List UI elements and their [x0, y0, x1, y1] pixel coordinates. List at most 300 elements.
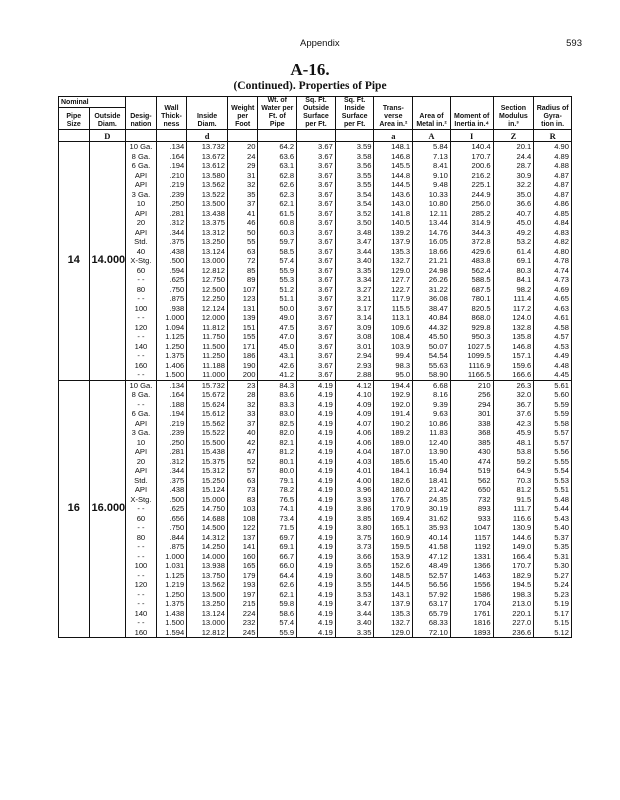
cell-value: 4.74: [554, 265, 569, 275]
cell-value: 135.3: [391, 246, 411, 256]
cell-value: 3.54: [356, 189, 372, 199]
table-cell: [297, 609, 336, 638]
cell-value: .344: [169, 466, 185, 475]
cell-value: 215: [242, 599, 256, 608]
cell-value: 3.67: [318, 256, 333, 265]
cell-value: 10: [136, 199, 146, 208]
cell-value: API: [134, 170, 148, 180]
cell-value: - -: [137, 523, 145, 532]
table-cell: [493, 552, 534, 581]
table-cell: [374, 466, 413, 495]
cell-value: 13.312: [201, 227, 225, 237]
cell-value: 232: [242, 618, 256, 627]
cell-value: 372.8: [471, 237, 491, 246]
table-cell: [258, 199, 297, 228]
table-cell: [156, 256, 187, 285]
table-cell: [126, 313, 157, 342]
cell-value: 4.49: [554, 351, 569, 360]
table-cell: [335, 342, 374, 381]
cell-value: 132.7: [391, 618, 411, 627]
table-cell: [335, 409, 374, 438]
cell-value: 57.4: [279, 618, 295, 627]
table-cell: [413, 552, 451, 581]
table-cell: [493, 313, 534, 342]
table-cell: [413, 228, 451, 257]
table-cell: [126, 438, 157, 467]
table-cell: [156, 466, 187, 495]
cell-value: 3.67: [318, 322, 333, 332]
cell-value: 151: [242, 322, 256, 332]
table-cell: [374, 313, 413, 342]
cell-value: 3.67: [318, 341, 333, 351]
table-cell: [534, 380, 572, 409]
cell-value: 140: [134, 608, 148, 618]
cell-value: 51.1: [279, 294, 295, 303]
cell-value: 18.66: [428, 246, 448, 256]
table-cell: [227, 228, 258, 257]
cell-value: 49.2: [516, 227, 532, 237]
table-cell: [374, 142, 413, 171]
cell-value: 36.08: [428, 294, 448, 303]
table-cell: [493, 495, 534, 524]
table-cell: [335, 552, 374, 581]
cell-value: 109.6: [391, 322, 411, 332]
row-group: [59, 171, 572, 200]
cell-value: 3.66: [356, 551, 372, 561]
cell-value: 3.73: [356, 542, 372, 551]
table-cell: [374, 342, 413, 381]
cell-value: 160: [134, 627, 148, 637]
cell-value: 236.6: [512, 627, 532, 637]
cell-value: 82.5: [279, 418, 295, 428]
cell-value: 145.5: [391, 161, 411, 170]
cell-value: - -: [137, 618, 145, 627]
table-cell: [187, 285, 228, 314]
cell-value: 170.7: [471, 151, 491, 161]
cell-value: 5.44: [554, 504, 569, 513]
table-cell: [534, 313, 572, 342]
cell-value: 13.90: [428, 447, 448, 456]
cell-value: 929.8: [471, 322, 491, 332]
table-cell: [227, 256, 258, 285]
cell-value: 15.250: [201, 475, 225, 485]
table-cell: [374, 409, 413, 438]
symbol-cell: d: [187, 130, 228, 142]
cell-value: 3.56: [356, 161, 372, 170]
cell-value: 50.0: [279, 303, 295, 313]
cell-value: 91.5: [516, 494, 532, 504]
table-cell: [413, 285, 451, 314]
cell-value: X-Stg.: [130, 256, 152, 265]
cell-value: 13.438: [201, 208, 225, 218]
cell-value: 80.3: [516, 265, 532, 275]
table-cell: [187, 552, 228, 581]
cell-value: 225.1: [471, 180, 491, 189]
cell-value: 868.0: [471, 313, 491, 322]
cell-value: 40.84: [428, 313, 448, 322]
cell-value: .134: [169, 142, 185, 151]
cell-value: 13.612: [201, 161, 225, 170]
cell-value: .164: [169, 151, 185, 161]
row-group: [59, 580, 572, 609]
table-cell: [227, 342, 258, 381]
cell-value: 52: [247, 456, 256, 466]
cell-value: 18.41: [428, 475, 448, 485]
cell-value: 127.7: [391, 275, 411, 284]
cell-value: 68.33: [428, 618, 448, 627]
cell-value: 123: [242, 294, 256, 303]
cell-value: 4.57: [554, 332, 569, 341]
cell-value: 14.000: [201, 551, 225, 561]
pipe-size-cell: 14: [59, 142, 90, 381]
table-cell: [413, 523, 451, 552]
symbol-cell: R: [534, 130, 572, 142]
cell-value: .194: [169, 409, 185, 418]
cell-value: 950.3: [471, 332, 491, 341]
cell-value: 4.10: [356, 390, 372, 399]
symbol-cell: [297, 130, 336, 142]
cell-value: 9.39: [433, 399, 448, 409]
cell-value: 3.67: [318, 351, 333, 360]
cell-value: 4.19: [318, 580, 333, 589]
cell-value: 113.1: [391, 313, 411, 322]
cell-value: 166.6: [512, 370, 532, 379]
table-cell: [227, 552, 258, 581]
cell-value: 32: [247, 399, 256, 409]
cell-value: 5.61: [554, 380, 569, 390]
cell-value: 120: [134, 322, 148, 332]
table-cell: [156, 609, 187, 638]
cell-value: 12.750: [201, 275, 225, 284]
cell-value: 4.45: [554, 370, 569, 379]
cell-value: 4.85: [554, 208, 569, 218]
cell-value: 1761: [473, 608, 491, 618]
cell-value: 35.93: [428, 523, 448, 532]
table-cell: [297, 342, 336, 381]
cell-value: 10.80: [428, 199, 448, 208]
table-cell: [258, 142, 297, 171]
cell-value: 3.01: [356, 341, 372, 351]
cell-value: - -: [137, 570, 145, 580]
cell-value: .875: [169, 294, 185, 303]
pipe-properties-table: [58, 96, 572, 638]
cell-value: 12.11: [429, 208, 448, 218]
cell-value: 4.73: [554, 275, 569, 284]
cell-value: 84.3: [279, 380, 295, 390]
cell-value: 9.63: [433, 409, 448, 418]
cell-value: 117.2: [512, 303, 532, 313]
cell-value: 59.8: [279, 599, 295, 608]
cell-value: 4.84: [554, 218, 569, 227]
cell-value: 5.57: [554, 428, 569, 437]
cell-value: 2.93: [356, 360, 372, 370]
cell-value: 200: [242, 370, 256, 379]
table-cell: [258, 466, 297, 495]
cell-value: 41.58: [428, 542, 448, 551]
cell-value: 12.812: [201, 627, 225, 637]
row-group: [59, 199, 572, 228]
cell-value: 3.53: [356, 589, 372, 599]
table-cell: [156, 380, 187, 409]
cell-value: 62.6: [279, 580, 295, 589]
cell-value: 3.67: [318, 275, 333, 284]
cell-value: 3.47: [356, 237, 372, 246]
cell-value: 149.0: [512, 542, 532, 551]
table-cell: [156, 142, 187, 171]
table-cell: [534, 342, 572, 381]
cell-value: 182.9: [512, 570, 532, 580]
cell-value: 4.63: [554, 303, 569, 313]
cell-value: 100: [134, 561, 148, 570]
cell-value: .375: [169, 475, 185, 485]
cell-value: - -: [137, 332, 145, 341]
row-group: [59, 380, 572, 409]
cell-value: 120: [134, 580, 148, 589]
cell-value: 1.438: [165, 608, 185, 618]
cell-value: 7.13: [433, 151, 448, 161]
table-cell: [450, 228, 493, 257]
cell-value: 3.35: [356, 265, 372, 275]
table-cell: [493, 609, 534, 638]
cell-value: 15.375: [201, 456, 225, 466]
table-cell: [374, 380, 413, 409]
cell-value: 15.500: [201, 437, 225, 447]
cell-value: 31.22: [428, 284, 448, 294]
cell-value: 256.0: [471, 199, 491, 208]
row-group: [59, 285, 572, 314]
cell-value: 160: [134, 360, 148, 370]
cell-value: 55.3: [279, 275, 295, 284]
cell-value: 15.624: [201, 399, 225, 409]
table-cell: [534, 580, 572, 609]
cell-value: - -: [137, 504, 145, 513]
cell-value: 20: [136, 456, 146, 466]
cell-value: 3.67: [318, 199, 333, 208]
cell-value: 153.9: [391, 551, 411, 561]
table-cell: [413, 495, 451, 524]
cell-value: 5.17: [554, 608, 569, 618]
cell-value: 650: [477, 485, 491, 494]
cell-value: 1.250: [165, 341, 185, 351]
cell-value: 13.580: [201, 170, 225, 180]
table-cell: [258, 256, 297, 285]
cell-value: 1192: [474, 542, 491, 551]
table-cell: [374, 228, 413, 257]
cell-value: 160.9: [391, 532, 411, 542]
cell-value: 519: [477, 466, 491, 475]
table-cell: [374, 495, 413, 524]
cell-value: 116.6: [512, 513, 532, 523]
table-cell: [450, 552, 493, 581]
cell-value: .188: [169, 399, 185, 409]
cell-value: 3.40: [356, 618, 372, 627]
cell-value: 244.9: [471, 189, 491, 199]
cell-value: 368: [477, 428, 491, 437]
cell-value: 5.55: [554, 456, 569, 466]
cell-value: 3.17: [356, 303, 372, 313]
table-cell: [297, 580, 336, 609]
table-cell: [258, 523, 297, 552]
cell-value: 14.750: [201, 504, 225, 513]
cell-value: 1.219: [165, 580, 185, 589]
cell-value: 1.406: [165, 360, 185, 370]
cell-value: 12.812: [201, 265, 225, 275]
cell-value: 71.5: [279, 523, 295, 532]
cell-value: 1.500: [165, 618, 185, 627]
cell-value: 5.37: [554, 532, 569, 542]
cell-value: 3.67: [318, 332, 333, 341]
cell-value: 4.19: [318, 418, 333, 428]
cell-value: 141: [242, 542, 256, 551]
cell-value: 3.08: [356, 332, 372, 341]
table-cell: [227, 142, 258, 171]
cell-value: 192.9: [391, 390, 411, 399]
table-cell: [413, 466, 451, 495]
cell-value: 36.6: [516, 199, 532, 208]
table-cell: [335, 466, 374, 495]
cell-value: API: [134, 418, 148, 428]
cell-value: 13.732: [201, 142, 225, 151]
table-cell: [227, 313, 258, 342]
cell-value: 1.594: [165, 627, 185, 637]
cell-value: 103: [242, 504, 256, 513]
cell-value: 29: [247, 161, 256, 170]
cell-value: 32.2: [516, 180, 532, 189]
cell-value: 4.00: [356, 475, 372, 485]
table-cell: [187, 228, 228, 257]
cell-value: 69.1: [516, 256, 532, 265]
cell-value: 140: [134, 341, 148, 351]
cell-value: 15.124: [201, 485, 225, 494]
cell-value: .875: [169, 542, 185, 551]
cell-value: 294: [477, 399, 491, 409]
table-cell: [227, 199, 258, 228]
table-cell: [534, 199, 572, 228]
table-cell: [450, 313, 493, 342]
cell-value: 8 Ga.: [131, 390, 151, 399]
cell-value: 5.19: [554, 599, 569, 608]
table-cell: [156, 342, 187, 381]
table-cell: [258, 580, 297, 609]
table-cell: [534, 466, 572, 495]
cell-value: 4.19: [318, 542, 333, 551]
cell-value: 3.67: [318, 313, 333, 322]
cell-value: - -: [137, 351, 145, 360]
cell-value: 4.89: [554, 151, 569, 161]
cell-value: .312: [169, 456, 185, 466]
cell-value: 3.67: [318, 180, 333, 189]
cell-value: 4.19: [318, 380, 333, 390]
cell-value: 12.250: [201, 294, 225, 303]
cell-value: Std.: [134, 237, 148, 246]
cell-value: .594: [169, 265, 185, 275]
table-cell: [413, 199, 451, 228]
table-cell: [493, 171, 534, 200]
cell-value: 13.562: [201, 580, 225, 589]
cell-value: 5.59: [554, 409, 569, 418]
cell-value: 10.33: [428, 189, 448, 199]
cell-value: 117.9: [391, 294, 411, 303]
cell-value: 24.35: [428, 494, 448, 504]
table-cell: [126, 495, 157, 524]
cell-value: API: [134, 208, 148, 218]
cell-value: 47: [247, 447, 256, 456]
cell-value: 4.07: [356, 418, 372, 428]
table-cell: [493, 256, 534, 285]
cell-value: 4.12: [356, 380, 372, 390]
table-cell: [156, 313, 187, 342]
cell-value: 4.19: [318, 428, 333, 437]
cell-value: 4.87: [554, 180, 569, 189]
cell-value: 82.0: [279, 428, 295, 437]
cell-value: 893: [477, 504, 491, 513]
cell-value: 4.19: [318, 551, 333, 561]
cell-value: 35.0: [516, 189, 532, 199]
header-modulus: Section Modulus in.³: [493, 97, 534, 130]
cell-value: 135.8: [512, 332, 532, 341]
cell-value: 1.500: [165, 370, 185, 379]
cell-value: 81.2: [279, 447, 295, 456]
cell-value: 1463: [473, 570, 491, 580]
cell-value: 1704: [473, 599, 491, 608]
cell-value: 338: [477, 418, 491, 428]
table-cell: [374, 523, 413, 552]
cell-value: 12.500: [201, 284, 225, 294]
cell-value: 165: [242, 561, 256, 570]
cell-value: 11.000: [202, 370, 225, 379]
cell-value: 4.88: [554, 161, 569, 170]
pipe-size-cell: 16: [59, 380, 90, 638]
row-group: [59, 256, 572, 285]
table-cell: [126, 466, 157, 495]
table-cell: [450, 580, 493, 609]
cell-value: 385: [477, 437, 491, 447]
cell-value: 176.7: [391, 494, 411, 504]
table-cell: [258, 228, 297, 257]
table-cell: [534, 285, 572, 314]
cell-value: 45.9: [516, 428, 532, 437]
table-cell: [297, 171, 336, 200]
cell-value: 49.0: [279, 313, 295, 322]
cell-value: 3.67: [318, 227, 333, 237]
cell-value: 4.19: [318, 390, 333, 399]
cell-value: 5.60: [554, 390, 569, 399]
cell-value: 55.63: [428, 360, 448, 370]
cell-value: 5.48: [554, 494, 569, 504]
table-cell: [413, 438, 451, 467]
page-section: Appendix: [300, 38, 340, 49]
cell-value: 159.6: [512, 360, 532, 370]
cell-value: 83: [247, 494, 256, 504]
cell-value: 21.21: [428, 256, 448, 265]
table-cell: [534, 523, 572, 552]
cell-value: 69.7: [279, 532, 295, 542]
cell-value: 36.7: [516, 399, 532, 409]
row-group: [59, 142, 572, 171]
cell-value: 3.09: [356, 322, 372, 332]
cell-value: 3.14: [356, 313, 372, 322]
table-cell: [187, 609, 228, 638]
table-cell: [258, 438, 297, 467]
table-cell: [297, 380, 336, 409]
cell-value: 5.84: [433, 142, 448, 151]
cell-value: 42.3: [516, 418, 532, 428]
table-cell: [297, 199, 336, 228]
cell-value: 3.67: [318, 370, 333, 379]
table-cell: [493, 438, 534, 467]
cell-value: 5.57: [554, 437, 569, 447]
cell-value: 191.4: [391, 409, 411, 418]
